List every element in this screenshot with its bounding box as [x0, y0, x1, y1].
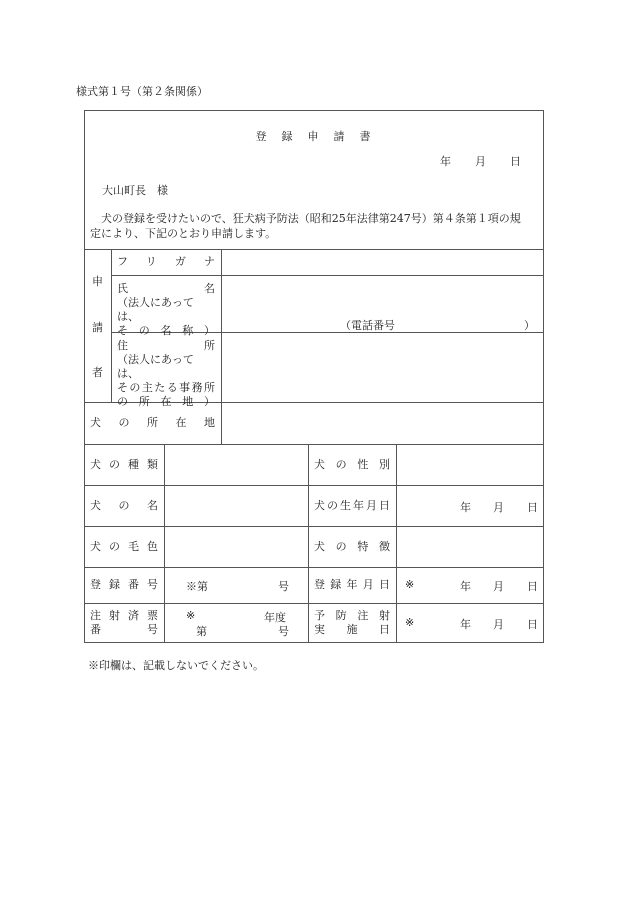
date-day: 日 — [510, 155, 521, 168]
vacc-date-l2a: 実 — [314, 623, 325, 636]
dog-features-label: 犬の特徴 — [314, 539, 390, 553]
address-input[interactable] — [222, 333, 543, 401]
dog-color-input[interactable] — [165, 527, 307, 566]
dog-location-label: 犬の所在地 — [90, 416, 215, 429]
intro-line-2: 定により、下記のとおり申請します。 — [90, 227, 277, 240]
dog-location-input[interactable] — [222, 403, 543, 443]
applicant-label-3: 者 — [92, 366, 103, 379]
vacc-day: 日 — [527, 618, 538, 631]
address-label-sub2: その主たる事務所 — [117, 381, 215, 394]
dog-color-label: 犬の毛色 — [90, 539, 158, 553]
vacc-mark: ※ — [186, 609, 196, 622]
reg-year: 年 — [460, 580, 471, 593]
date-month: 月 — [475, 155, 486, 168]
reg-number-suffix: 号 — [278, 580, 289, 593]
footnote: ※印欄は、記載しないでください。 — [88, 659, 264, 672]
reg-month: 月 — [493, 580, 504, 593]
reg-date-mark: ※ — [405, 578, 415, 591]
dog-sex-label: 犬の性別 — [314, 457, 390, 471]
vacc-ticket-label — [90, 609, 158, 637]
vacc-ticket-l2b: 号 — [147, 623, 158, 636]
reg-number-label: 登録番号 — [90, 578, 158, 591]
applicant-label-1: 申 — [92, 275, 103, 288]
furigana-input[interactable] — [222, 250, 543, 274]
address-label-sub1: （法人にあっては、 — [117, 353, 194, 380]
birth-year: 年 — [460, 501, 471, 514]
form-number: 様式第１号（第２条関係） — [76, 85, 208, 98]
vacc-year: 年 — [460, 618, 471, 631]
name-label-main: 氏名 — [117, 282, 215, 295]
applicant-label-2: 請 — [92, 321, 103, 334]
reg-number-prefix: ※第 — [186, 580, 208, 593]
intro-line-1: 犬の登録を受けたいので、狂犬病予防法（昭和25年法律第247号）第４条第１項の規 — [90, 212, 521, 225]
addressee: 大山町長 様 — [102, 184, 168, 197]
vacc-month: 月 — [493, 618, 504, 631]
reg-date-label: 登録年月日 — [314, 578, 390, 591]
reg-day: 日 — [527, 580, 538, 593]
vacc-no-suffix: 号 — [278, 625, 289, 638]
phone-close: ） — [524, 319, 535, 332]
birth-day: 日 — [527, 501, 538, 514]
dog-birthdate-label: 犬の生年月日 — [314, 498, 390, 512]
name-label — [117, 282, 215, 338]
vacc-year-label: 年度 — [264, 611, 286, 624]
dog-breed-label: 犬の種類 — [90, 457, 158, 471]
vacc-date-l2c: 日 — [379, 623, 390, 636]
address-label-sub3: の所在地） — [117, 395, 215, 408]
vacc-ticket-l2a: 番 — [90, 623, 101, 636]
dog-name-label: 犬の名 — [90, 498, 158, 512]
phone-label: （電話番号 — [340, 319, 395, 332]
dog-name-input[interactable] — [165, 486, 307, 525]
birth-month: 月 — [493, 501, 504, 514]
vacc-date-label — [314, 609, 390, 637]
dog-features-input[interactable] — [397, 527, 543, 566]
date-year: 年 — [440, 155, 451, 168]
address-label — [117, 339, 215, 409]
name-label-sub2: その名称） — [117, 324, 215, 337]
name-input[interactable] — [222, 276, 543, 316]
form-title: 登 録 申 請 書 — [255, 130, 373, 143]
dog-sex-input[interactable] — [397, 445, 543, 484]
dog-breed-input[interactable] — [165, 445, 307, 484]
address-label-main: 住所 — [117, 339, 215, 352]
vacc-date-l2b: 施 — [346, 623, 358, 636]
vacc-date-label-l1: 予防注射 — [314, 609, 390, 622]
name-label-sub1: （法人にあっては、 — [117, 296, 194, 323]
furigana-label: フリガナ — [117, 255, 215, 268]
vacc-date-mark: ※ — [405, 616, 415, 629]
vacc-ticket-label-l1: 注射済票 — [90, 609, 158, 622]
vacc-no-prefix: 第 — [196, 625, 207, 638]
